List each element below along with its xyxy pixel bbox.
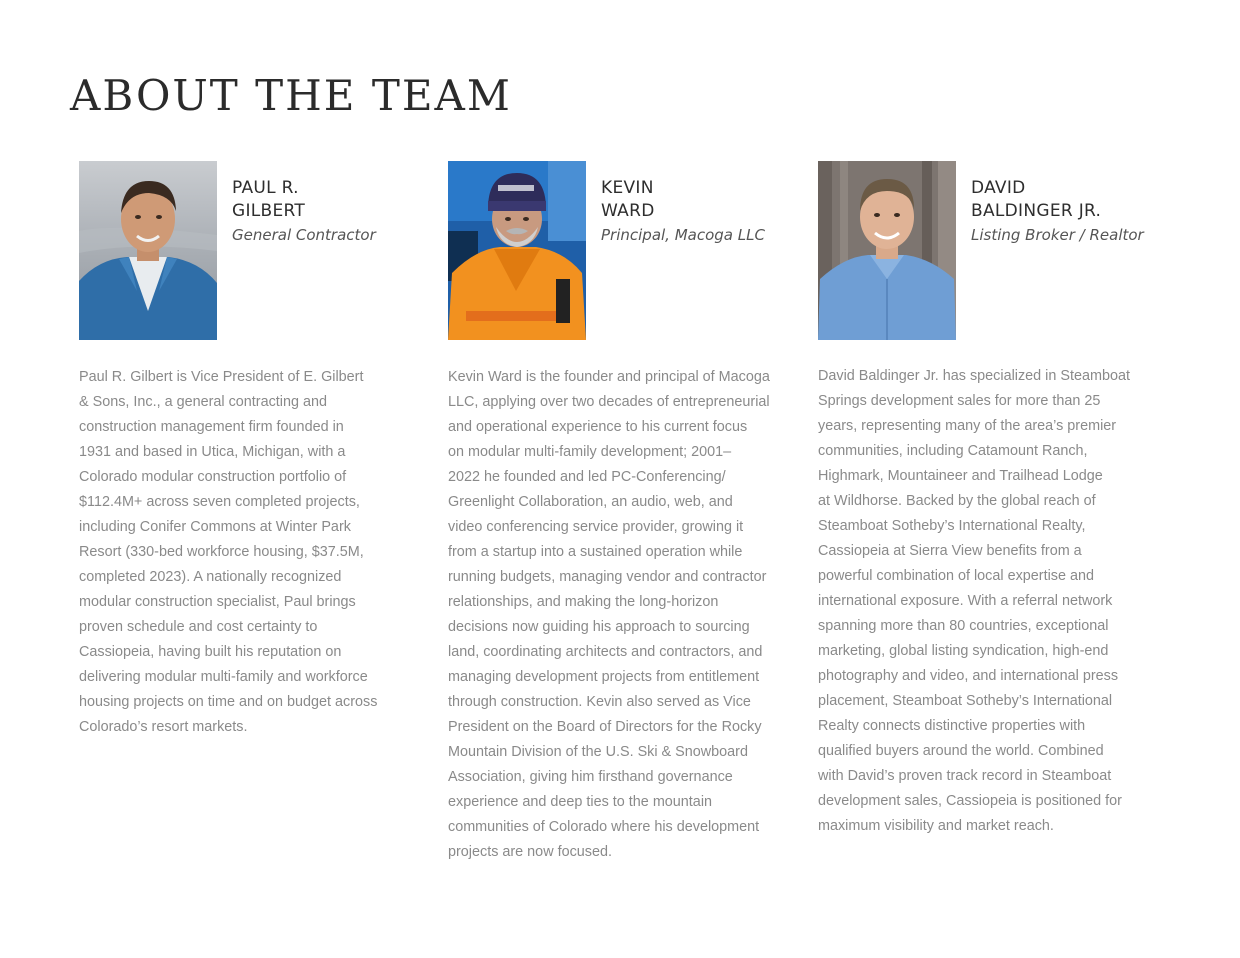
bio-line: David Baldinger Jr. has specialized in Steamboat bbox=[818, 368, 1130, 384]
bio-line: video conferencing service provider, growing it bbox=[448, 519, 744, 535]
kevin-ward-photo bbox=[448, 161, 586, 340]
member-name: WARD bbox=[601, 201, 655, 221]
bio-line: housing projects on time and on budget across bbox=[79, 694, 378, 710]
bio-line: development sales, Cassiopeia is positioned for bbox=[818, 793, 1122, 809]
paul-gilbert-bio bbox=[79, 365, 419, 740]
member-name: GILBERT bbox=[232, 201, 306, 221]
bio-line: delivering modular multi-family and workforce bbox=[79, 669, 368, 685]
member-name: BALDINGER JR. bbox=[971, 201, 1102, 221]
bio-line: running budgets, managing vendor and contractor bbox=[448, 569, 767, 585]
bio-line: placement, Steamboat Sotheby’s International bbox=[818, 693, 1113, 709]
bio-line: President on the Board of Directors for the Rocky bbox=[448, 719, 762, 735]
bio-line: through construction. Kevin also served as Vice bbox=[448, 694, 751, 710]
bio-line: land, coordinating architects and contractors, and bbox=[448, 644, 763, 660]
bio-line: maximum visibility and market reach. bbox=[818, 818, 1054, 834]
bio-line: and operational experience to his current focus bbox=[448, 419, 748, 435]
bio-line: relationships, and making the long-horizon bbox=[448, 594, 719, 610]
bio-line: Kevin Ward is the founder and principal of Macoga bbox=[448, 369, 770, 385]
bio-line: & Sons, Inc., a general contracting and bbox=[79, 394, 327, 410]
bio-line: Greenlight Collaboration, an audio, web, and bbox=[448, 494, 733, 510]
bio-line: on modular multi-family development; 2001– bbox=[448, 444, 732, 460]
bio-line: spanning more than 80 countries, exceptional bbox=[818, 618, 1109, 634]
member-name: KEVIN bbox=[601, 178, 654, 198]
bio-line: 1931 and based in Utica, Michigan, with a bbox=[79, 444, 346, 460]
bio-line: LLC, applying over two decades of entrepreneurial bbox=[448, 394, 770, 410]
bio-line: Mountain Division of the U.S. Ski & Snowboard bbox=[448, 744, 748, 760]
bio-line: photography and video, and international press bbox=[818, 668, 1119, 684]
paul-gilbert-photo bbox=[79, 161, 217, 340]
bio-line: Colorado’s resort markets. bbox=[79, 719, 248, 735]
bio-line: modular construction specialist, Paul brings bbox=[79, 594, 356, 610]
david-baldinger-photo bbox=[818, 161, 956, 340]
bio-line: Springs development sales for more than 25 bbox=[818, 393, 1101, 409]
bio-line: completed 2023). A nationally recognized bbox=[79, 569, 342, 585]
member-role: General Contractor bbox=[232, 226, 376, 244]
paul-gilbert-heading bbox=[232, 177, 432, 247]
bio-line: Realty connects distinctive properties with bbox=[818, 718, 1086, 734]
bio-line: qualified buyers around the world. Combined bbox=[818, 743, 1104, 759]
bio-line: Cassiopeia at Sierra View benefits from a bbox=[818, 543, 1082, 559]
kevin-ward-bio bbox=[448, 365, 788, 865]
bio-line: projects are now focused. bbox=[448, 844, 612, 860]
bio-line: international exposure. With a referral network bbox=[818, 593, 1113, 609]
bio-line: construction management firm founded in bbox=[79, 419, 344, 435]
bio-line: managing development projects from entitlement bbox=[448, 669, 760, 685]
page-title: ABOUT THE TEAM bbox=[70, 71, 512, 120]
member-name: DAVID bbox=[971, 178, 1026, 198]
bio-line: including Conifer Commons at Winter Park bbox=[79, 519, 351, 535]
bio-line: Cassiopeia, having built his reputation on bbox=[79, 644, 342, 660]
bio-line: $112.4M+ across seven completed projects, bbox=[79, 494, 360, 510]
bio-line: Highmark, Mountaineer and Trailhead Lodge bbox=[818, 468, 1103, 484]
bio-line: with David’s proven track record in Steamboat bbox=[818, 768, 1112, 784]
bio-line: Colorado modular construction portfolio of bbox=[79, 469, 347, 485]
member-role: Listing Broker / Realtor bbox=[971, 226, 1144, 244]
bio-line: proven schedule and cost certainty to bbox=[79, 619, 318, 635]
bio-line: Steamboat Sotheby’s International Realty, bbox=[818, 518, 1086, 534]
david-baldinger-bio bbox=[818, 364, 1158, 839]
bio-line: 2022 he founded and led PC-Conferencing/ bbox=[448, 469, 726, 485]
bio-line: at Wildhorse. Backed by the global reach of bbox=[818, 493, 1096, 509]
bio-line: marketing, global listing syndication, high-end bbox=[818, 643, 1109, 659]
bio-line: from a startup into a sustained operation while bbox=[448, 544, 743, 560]
bio-line: decisions now guiding his approach to sourcing bbox=[448, 619, 750, 635]
member-name: PAUL R. bbox=[232, 178, 299, 198]
bio-line: Paul R. Gilbert is Vice President of E. Gilbert bbox=[79, 369, 364, 385]
bio-line: years, representing many of the area’s premier bbox=[818, 418, 1117, 434]
david-baldinger-heading bbox=[971, 177, 1171, 247]
kevin-ward-heading bbox=[601, 177, 801, 247]
bio-line: Association, giving him firsthand governance bbox=[448, 769, 733, 785]
bio-line: communities, including Catamount Ranch, bbox=[818, 443, 1088, 459]
bio-line: powerful combination of local expertise and bbox=[818, 568, 1094, 584]
member-role: Principal, Macoga LLC bbox=[601, 226, 765, 244]
bio-line: communities of Colorado where his development bbox=[448, 819, 760, 835]
bio-line: Resort (330-bed workforce housing, $37.5M, bbox=[79, 544, 364, 560]
bio-line: experience and deep ties to the mountain bbox=[448, 794, 713, 810]
